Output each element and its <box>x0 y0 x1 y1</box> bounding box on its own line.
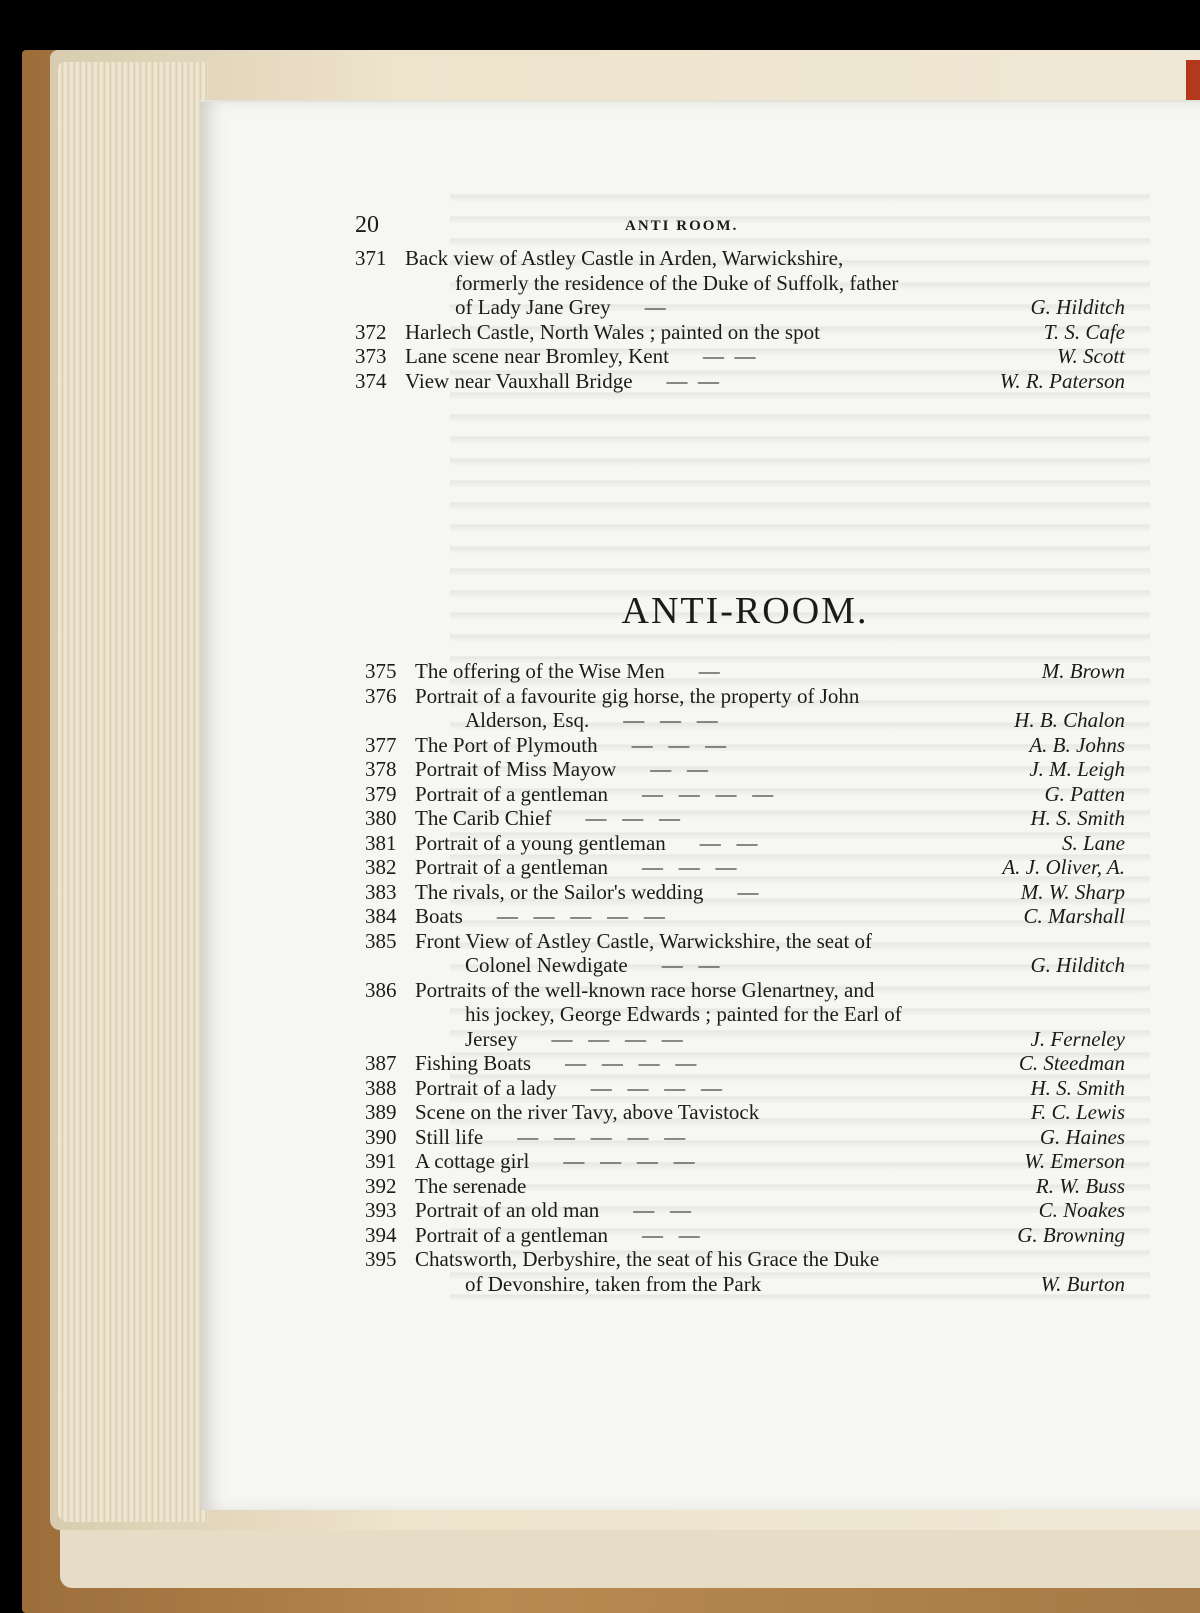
entry-line <box>365 1125 1125 1150</box>
entry-title: The Port of Plymouth <box>415 732 598 757</box>
leader-dashes: — <box>644 295 666 319</box>
entry-title: The offering of the Wise Men <box>415 659 665 683</box>
entry-title: Colonel Newdigate <box>465 953 628 977</box>
entry-line <box>365 659 1125 684</box>
leader-dashes: — — <box>699 830 758 855</box>
entry-number: 371 <box>355 246 387 270</box>
entry-number: 377 <box>365 732 397 757</box>
entry-number: 380 <box>365 806 397 830</box>
catalogue-entry <box>365 1149 1125 1174</box>
entry-number: 373 <box>355 344 387 368</box>
entry-title: The serenade <box>415 1173 527 1198</box>
entry-title: Portrait of an old man <box>415 1198 600 1222</box>
artist-name: J. M. Leigh <box>1029 757 1125 781</box>
entry-title: The rivals, or the Sailor's wedding <box>415 879 704 904</box>
page-number: 20 <box>355 212 379 238</box>
entry-line <box>365 1174 1125 1199</box>
catalogue-entry <box>365 757 1125 782</box>
entry-title: his jockey, George Edwards ; painted for the Earl of <box>465 1002 902 1026</box>
artist-name: F. C. Lewis <box>1030 1100 1125 1124</box>
entry-title: Portrait of a lady <box>415 1075 557 1100</box>
entry-title: Back view of Astley Castle in Arden, Warwickshire, <box>405 246 844 270</box>
entry-line <box>365 1149 1125 1174</box>
catalogue-entry <box>365 880 1125 905</box>
catalogue-list-continued <box>355 246 1125 393</box>
catalogue-entry <box>365 1051 1125 1076</box>
entry-line <box>355 344 1125 369</box>
entry-line <box>365 1198 1125 1223</box>
artist-name: G. Patten <box>1044 781 1125 806</box>
entry-number: 389 <box>365 1100 397 1124</box>
section-title: ANTI-ROOM. <box>621 590 869 632</box>
catalogue-entry <box>365 684 1125 733</box>
catalogue-entry <box>365 1174 1125 1199</box>
artist-name: C. Steedman <box>1018 1051 1125 1075</box>
artist-name: H. B. Chalon <box>1014 708 1125 732</box>
artist-name: W. Emerson <box>1024 1149 1125 1173</box>
leader-dashes: — — — — — <box>496 904 665 928</box>
entry-line <box>365 733 1125 758</box>
entry-number: 382 <box>365 855 397 879</box>
leader-dashes: — — — — <box>565 1051 697 1075</box>
entry-number: 387 <box>365 1051 397 1075</box>
running-title: ANTI ROOM. <box>625 218 739 234</box>
catalogue-entry <box>365 659 1125 684</box>
artist-name: G. Hilditch <box>1030 953 1125 977</box>
catalogue-entry <box>365 1247 1125 1296</box>
entry-line <box>365 708 1125 733</box>
catalogue-entry <box>365 1125 1125 1150</box>
entry-number: 394 <box>365 1222 397 1247</box>
entry-line <box>355 369 1125 394</box>
entry-number: 372 <box>355 319 387 344</box>
leader-dashes: — — — — <box>563 1149 695 1173</box>
entry-number: 375 <box>365 659 397 683</box>
entry-title: Portraits of the well-known race horse Glenartney, and <box>415 977 875 1002</box>
artist-name: R. W. Buss <box>1035 1173 1125 1198</box>
catalogue-list-anti-room <box>365 659 1125 1296</box>
entry-number: 378 <box>365 757 397 781</box>
entry-number: 376 <box>365 683 397 708</box>
entry-title: formerly the residence of the Duke of Suffolk, father <box>455 270 899 295</box>
artist-name: A. B. Johns <box>1029 732 1125 757</box>
entry-number: 395 <box>365 1247 397 1271</box>
entry-title: Portrait of a favourite gig horse, the property of John <box>415 683 860 708</box>
artist-name: C. Marshall <box>1023 904 1125 928</box>
artist-name: S. Lane <box>1062 830 1125 855</box>
entry-line <box>365 904 1125 929</box>
entry-title: Chatsworth, Derbyshire, the seat of his Grace the Duke <box>415 1247 880 1271</box>
leader-dashes: — — <box>666 368 720 393</box>
artist-name: G. Browning <box>1017 1222 1125 1247</box>
artist-name: M. W. Sharp <box>1020 879 1125 904</box>
entry-line <box>365 831 1125 856</box>
entry-number: 379 <box>365 781 397 806</box>
catalogue-entry <box>365 806 1125 831</box>
catalogue-entry <box>355 344 1125 369</box>
entry-title: of Devonshire, taken from the Park <box>465 1271 762 1296</box>
running-head <box>355 212 1125 246</box>
artist-name: H. S. Smith <box>1030 806 1125 830</box>
leader-dashes: — — — — <box>590 1075 722 1100</box>
entry-title: Portrait of Miss Mayow <box>415 757 617 781</box>
entry-number: 390 <box>365 1124 397 1149</box>
entry-title: Portrait of a gentleman <box>415 1222 609 1247</box>
entry-line <box>365 1100 1125 1125</box>
leader-dashes: — — — <box>631 732 727 757</box>
entry-number: 392 <box>365 1173 397 1198</box>
entry-title: Front View of Astley Castle, Warwickshire, the seat of <box>415 928 873 953</box>
catalogue-entry <box>365 904 1125 929</box>
leader-dashes: — — — <box>585 806 680 830</box>
entry-number: 374 <box>355 368 387 393</box>
entry-line <box>365 1051 1125 1076</box>
leader-dashes: — — <box>650 757 708 781</box>
entry-number: 381 <box>365 830 397 855</box>
entry-line <box>365 1272 1125 1297</box>
entry-line <box>365 1223 1125 1248</box>
entry-line <box>365 782 1125 807</box>
entry-title: Portrait of a gentleman <box>415 781 609 806</box>
entry-title: Jersey <box>465 1026 518 1051</box>
entry-title: Alderson, Esq. <box>465 708 590 732</box>
catalogue-entry <box>365 831 1125 856</box>
catalogue-entry <box>365 855 1125 880</box>
page-content <box>355 212 1125 1362</box>
entry-line <box>365 929 1125 954</box>
catalogue-entry <box>355 369 1125 394</box>
catalogue-entry <box>365 929 1125 978</box>
entry-title: Portrait of a gentleman <box>415 855 609 879</box>
catalogue-entry <box>365 782 1125 807</box>
catalogue-entry <box>355 246 1125 320</box>
artist-name: W. R. Paterson <box>999 368 1125 393</box>
entry-title: The Carib Chief <box>415 806 552 830</box>
entry-line <box>355 295 1125 320</box>
leader-dashes: — — — <box>642 855 737 879</box>
entry-line <box>365 1002 1125 1027</box>
entry-number: 383 <box>365 879 397 904</box>
entry-number: 393 <box>365 1198 397 1222</box>
artist-name: T. S. Cafe <box>1043 319 1125 344</box>
catalogue-entry <box>365 978 1125 1052</box>
entry-line <box>365 1027 1125 1052</box>
page-edges <box>58 62 208 1522</box>
artist-name: A. J. Oliver, A. <box>1002 855 1125 879</box>
entry-line <box>365 953 1125 978</box>
entry-line <box>365 880 1125 905</box>
entry-title: View near Vauxhall Bridge <box>405 368 633 393</box>
entry-title: Lane scene near Bromley, Kent <box>405 344 669 368</box>
entry-line <box>365 1076 1125 1101</box>
entry-title: Scene on the river Tavy, above Tavistock <box>415 1100 760 1124</box>
entry-title: Harlech Castle, North Wales ; painted on the spot <box>405 319 820 344</box>
entry-line <box>365 684 1125 709</box>
artist-name: J. Ferneley <box>1030 1026 1125 1051</box>
leader-dashes: — — <box>642 1222 700 1247</box>
entry-line <box>355 246 1125 271</box>
catalogue-entry <box>365 1223 1125 1248</box>
entry-title: Fishing Boats <box>415 1051 532 1075</box>
entry-line <box>355 320 1125 345</box>
leader-dashes: — — <box>702 344 756 368</box>
leader-dashes: — <box>698 659 720 683</box>
artist-name: M. Brown <box>1041 659 1125 683</box>
catalogue-entry <box>365 1100 1125 1125</box>
entry-number: 385 <box>365 928 397 953</box>
entry-line <box>365 806 1125 831</box>
leader-dashes: — — — — — <box>517 1124 686 1149</box>
artist-name: W. Burton <box>1040 1271 1125 1296</box>
catalogue-entry <box>365 1076 1125 1101</box>
entry-title: A cottage girl <box>415 1149 530 1173</box>
entry-title: Portrait of a young gentleman <box>415 830 666 855</box>
artist-name: G. Hilditch <box>1030 295 1125 319</box>
artist-name: G. Haines <box>1039 1124 1125 1149</box>
entry-line <box>365 978 1125 1003</box>
entry-title: Boats <box>415 904 463 928</box>
entry-line <box>365 1247 1125 1272</box>
leader-dashes: — — — — <box>551 1026 683 1051</box>
artist-name: W. Scott <box>1056 344 1125 368</box>
artist-name: H. S. Smith <box>1030 1075 1125 1100</box>
catalogue-entry <box>365 733 1125 758</box>
entry-number: 386 <box>365 977 397 1002</box>
entry-title: of Lady Jane Grey <box>455 295 611 319</box>
entry-number: 384 <box>365 904 397 928</box>
entry-number: 391 <box>365 1149 397 1173</box>
entry-line <box>365 855 1125 880</box>
leader-dashes: — — — <box>623 708 718 732</box>
leader-dashes: — — — — <box>642 781 774 806</box>
entry-number: 388 <box>365 1075 397 1100</box>
entry-line <box>365 757 1125 782</box>
leader-dashes: — — <box>661 953 720 977</box>
leader-dashes: — — <box>633 1198 692 1222</box>
entry-title: Still life <box>415 1124 484 1149</box>
catalogue-entry <box>355 320 1125 345</box>
artist-name: C. Noakes <box>1038 1198 1125 1222</box>
catalogue-entry <box>365 1198 1125 1223</box>
leader-dashes: — <box>737 879 759 904</box>
entry-line <box>355 271 1125 296</box>
